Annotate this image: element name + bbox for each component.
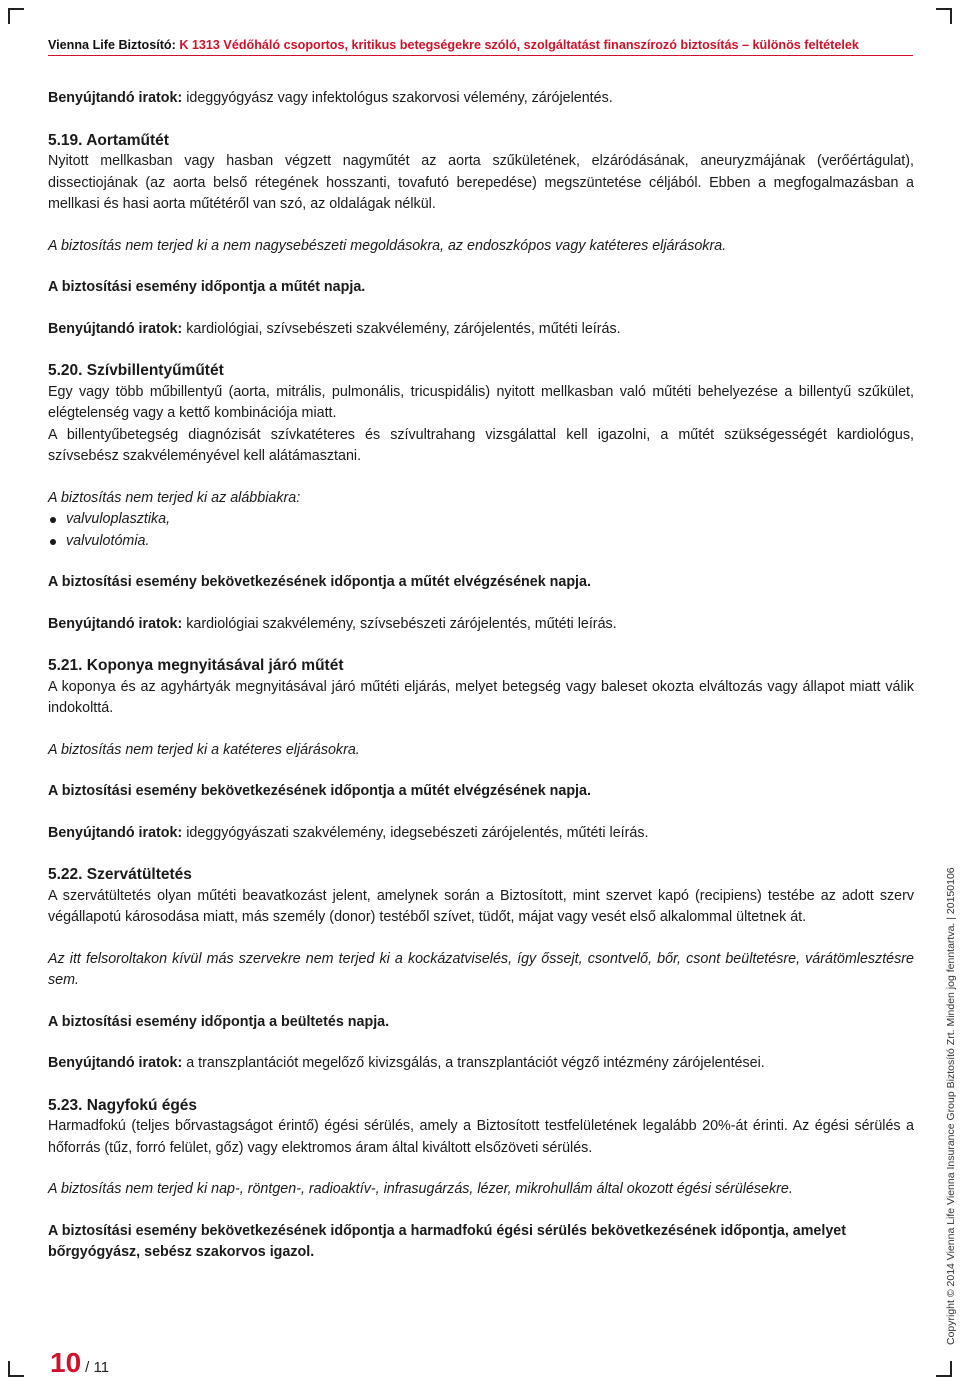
page-total: / 11 [85,1359,110,1376]
section-title: Szervátültetés [86,866,192,883]
section-number: 5.20. [48,362,83,379]
event-date-text: A biztosítási esemény bekövetkezésének időpontja a harmadfokú égési sérülés bekövetkezésének időpontja, amelyet bőrgyógyász, sebész szakorvos igazol. [48,1222,847,1260]
running-header [48,36,913,54]
section-title: Szívbillentyűműtét [86,362,224,379]
documents-text: kardiológiai szakvélemény, szívsebészeti zárójelentés, műtéti leírás. [182,615,617,632]
section-heading-5-22 [48,864,914,886]
crop-mark-bottom-left [8,1361,24,1377]
section-title: Koponya megnyitásával járó műtét [86,657,344,674]
section-number: 5.23. [48,1096,83,1114]
documents-label: Benyújtandó iratok: [48,320,183,337]
section-number: 5.21. [48,657,83,674]
copyright-notice: Copyright © 2014 Vienna Life Vienna Insurance Group Biztosító Zrt. Minden jog fenntartva. | 20150106 [945,867,957,1345]
section-heading-5-21 [48,655,914,677]
event-date-text: A biztosítási esemény időpontja a műtét napja. [48,279,366,295]
section-number: 5.22. [48,866,83,883]
exclusion-text: A biztosítás nem terjed ki nap-, röntgen-, radioaktív-, infrasugárzás, lézer, mikrohullám által okozott égési sérülésekre. [48,1181,793,1197]
section-title: Nagyfokú égés [86,1096,198,1114]
documents-text: kardiológiai, szívsebészeti szakvélemény, zárójelentés, műtéti leírás. [182,320,621,337]
documents-label: Benyújtandó iratok: [48,824,183,841]
crop-mark-top-right [936,8,952,24]
section-body: Nyitott mellkasban vagy hasban végzett nagyműtét az aorta szűkületének, elzáródásának, aneuryzmájának (verőértágulat), dissectiojának (az aorta belső rétegének hosszanti, tovafutó berepedése) megszüntetése céljából. Ebben a megfogalmazásban a mellkasi és hasi aorta műtétéről van szó, az oldalágak nélkül. [48,153,914,212]
section-body: A billentyűbetegség diagnózisát szívkatéteres és szívultrahang vizsgálattal kell igazolni, a műtét szükségességét kardiológus, szívsebész szakvéleményével kell alátámasztani. [48,426,914,464]
exclusion-list [48,509,914,552]
header-document-title: K 1313 Védőháló csoportos, kritikus betegségekre szóló, szolgáltatást finanszírozó biztosítás – különös feltételek [179,38,859,52]
crop-mark-top-left [8,8,24,24]
exclusion-text: Az itt felsoroltakon kívül más szervekre nem terjed ki a kockázatviselés, így őssejt, csontvelő, bőr, csont beültetésre, várátömlesztésre sem. [48,950,914,988]
documents-label: Benyújtandó iratok: [48,1055,183,1071]
exclusion-text: A biztosítás nem terjed ki a katéteres eljárásokra. [48,741,360,758]
required-documents [48,614,914,636]
page-current: 10 [50,1347,82,1378]
event-date-text: A biztosítási esemény bekövetkezésének időpontja a műtét elvégzésének napja. [48,574,591,590]
section-number: 5.19. [48,131,83,149]
header-divider [48,55,913,56]
list-item: valvuloplasztika, [48,509,914,531]
documents-label: Benyújtandó iratok: [48,90,183,106]
page-number [50,1347,110,1380]
section-body: A szervátültetés olyan műtéti beavatkozást jelent, amelynek során a Biztosított, mint szervet kapó (recipiens) testébe az adott szerv végállapotú károsodása miatt, más személy (donor) testéből szívet, tüdőt, májat vagy vesét első alkalommal ültetnek át. [48,887,914,925]
section-heading-5-20 [48,360,914,382]
required-documents [48,1053,914,1075]
section-body: A koponya és az agyhártyák megnyitásával járó műtéti eljárás, melyet betegség vagy baleset okozta elváltozás vagy állapot miatt válik indokolttá. [48,678,914,716]
section-heading-5-19 [48,130,914,152]
section-heading-5-23 [48,1095,914,1117]
event-date-text: A biztosítási esemény időpontja a beültetés napja. [48,1013,390,1030]
exclusion-text: A biztosítás nem terjed ki a nem nagysebészeti megoldásokra, az endoszkópos vagy katéteres eljárásokra. [48,237,727,254]
section-body: Harmadfokú (teljes bőrvastagságot érintő) égési sérülés, amely a Biztosított testfelületének legalább 20%-át érinti. Az égési sérülés a hőforrás (tűz, forró felület, gőz) vagy elektromos áram által kiváltott elsőzöveti sérülés. [48,1118,914,1156]
required-documents [48,319,914,341]
crop-mark-bottom-right [936,1361,952,1377]
section-title: Aortaműtét [86,131,169,149]
documents-label: Benyújtandó iratok: [48,615,183,632]
page-body [48,88,914,1264]
documents-text: a transzplantációt megelőző kivizsgálás, a transzplantációt végző intézmény zárójelentései. [182,1055,765,1071]
event-date-text: A biztosítási esemény bekövetkezésének időpontja a műtét elvégzésének napja. [48,783,591,799]
header-brand: Vienna Life Biztosító: [48,38,176,52]
list-item: valvulotómia. [48,531,914,553]
documents-text: ideggyógyászati szakvélemény, idegsebészeti zárójelentés, műtéti leírás. [182,824,649,841]
intro-documents [48,88,914,110]
exclusion-intro: A biztosítás nem terjed ki az alábbiakra: [48,489,301,506]
required-documents [48,823,914,845]
documents-text: ideggyógyász vagy infektológus szakorvosi vélemény, zárójelentés. [182,90,613,106]
section-body: Egy vagy több műbillentyű (aorta, mitrális, pulmonális, tricuspidális) nyitott mellkasban való műtéti behelyezése a billentyű szűkület, elégtelenség vagy a kettő kombinációja miatt. [48,383,914,421]
